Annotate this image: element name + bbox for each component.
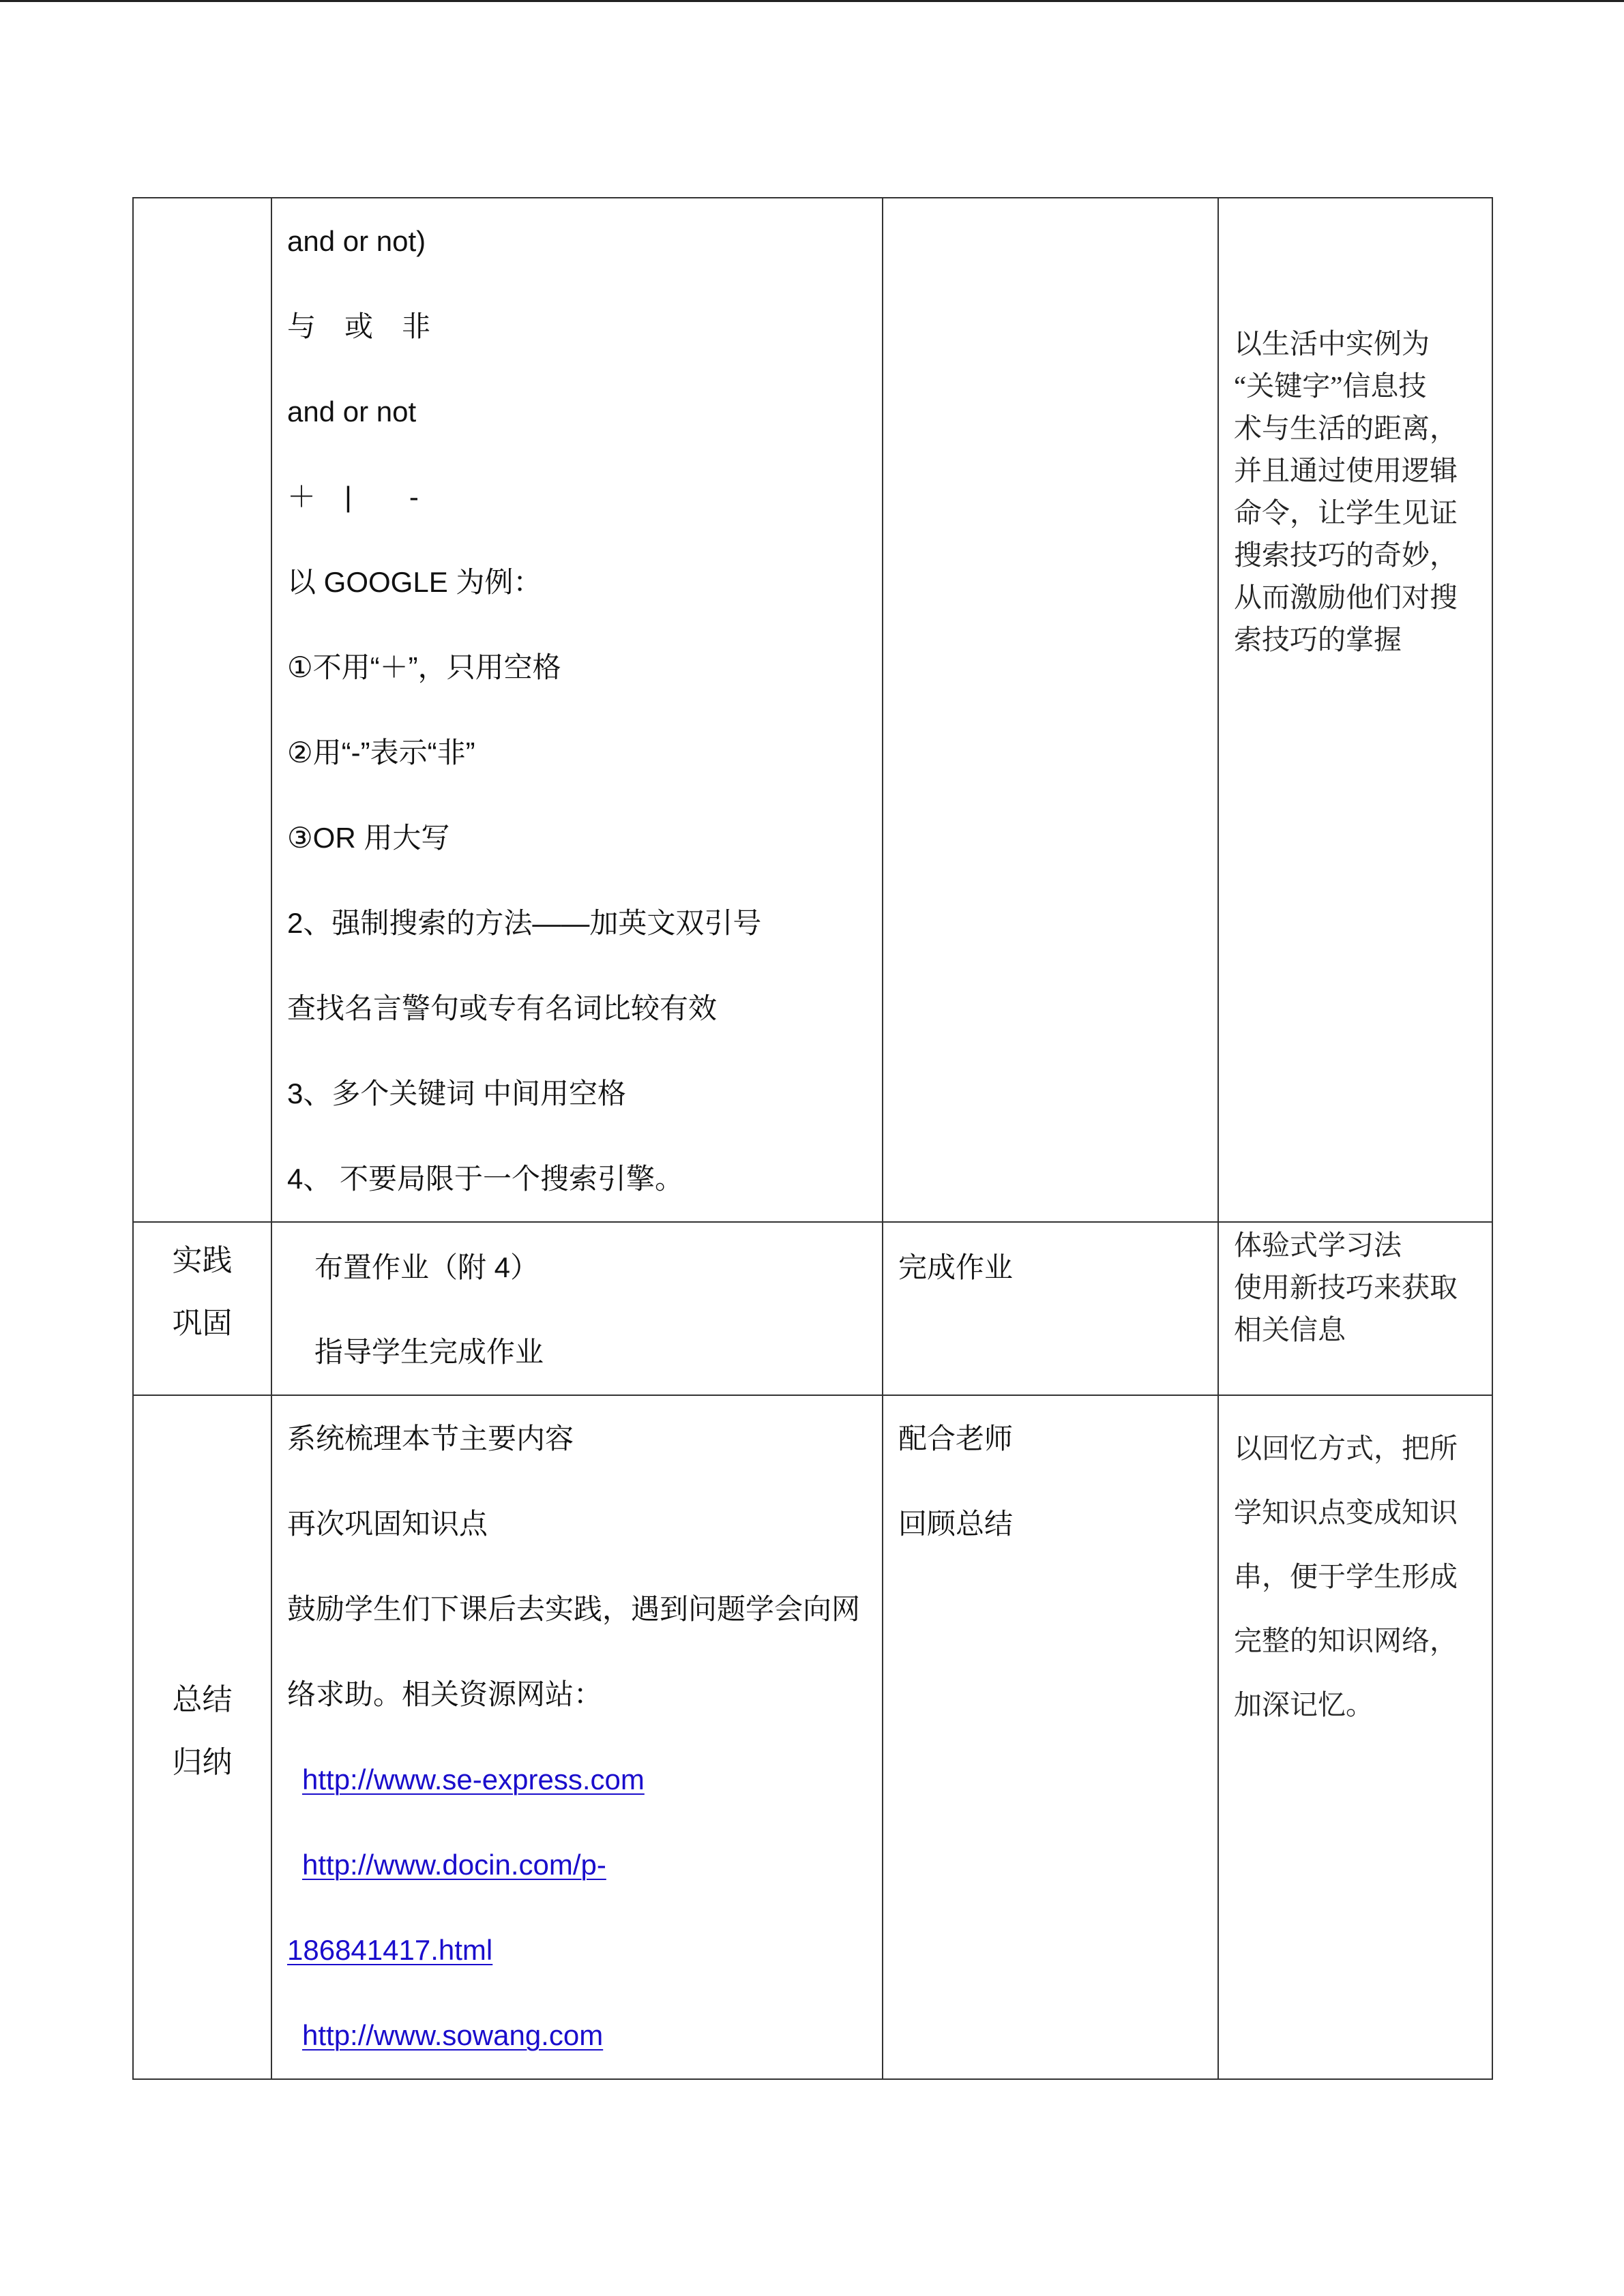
table-row-search-logic <box>133 198 1492 1222</box>
resource-link[interactable]: http://www.se-express.com <box>302 1763 645 1795</box>
content-line: 查找名言警句或专有名词比较有效 <box>287 992 718 1024</box>
content-line-operators: ＋ | - <box>287 481 419 513</box>
stage-label-line: 实践 <box>172 1244 233 1277</box>
student-activity-text: 完成作业 <box>898 1251 1014 1283</box>
content-line: ③OR 用大写 <box>287 822 450 854</box>
page-top-rule <box>0 0 1624 2</box>
teacher-activity-cell <box>271 1395 883 2079</box>
stage-label <box>134 1223 271 1355</box>
content-line: 络求助。相关资源网站： <box>287 1678 603 1710</box>
student-activity-text: 回顾总结 <box>898 1508 1014 1540</box>
content-line: 鼓励学生们下课后去实践，遇到问题学会向网 <box>287 1593 861 1625</box>
content-line: 以 GOOGLE 为例： <box>287 566 542 598</box>
design-intent-cell <box>1218 1222 1492 1395</box>
content-line: 再次巩固知识点 <box>287 1508 488 1540</box>
student-activity-cell <box>883 1395 1218 2079</box>
stage-label <box>134 1396 271 1794</box>
content-line: 与 或 非 <box>287 310 431 342</box>
teacher-activity-cell <box>271 1222 883 1395</box>
stage-label-line: 总结 <box>172 1683 233 1716</box>
teacher-activity-cell <box>271 198 883 1222</box>
design-intent-text: 体验式学习法 使用新技巧来获取 相关信息 <box>1234 1229 1458 1345</box>
content-line: 指导学生完成作业 <box>314 1336 544 1368</box>
content-line: 布置作业（附 4） <box>314 1251 540 1283</box>
table-row-practice <box>133 1222 1492 1395</box>
content-line: ①不用“＋”，只用空格 <box>287 651 561 683</box>
design-intent-cell <box>1218 1395 1492 2079</box>
student-activity-cell <box>883 1222 1218 1395</box>
stage-label-line: 巩固 <box>172 1307 233 1340</box>
content-line: 4、 不要局限于一个搜索引擎。 <box>287 1163 684 1195</box>
student-activity-cell <box>883 198 1218 1222</box>
stage-cell <box>133 1222 271 1395</box>
content-line: and or not <box>287 396 417 428</box>
resource-link-continued[interactable]: 186841417.html <box>287 1934 493 1966</box>
content-line: 3、多个关键词 中间用空格 <box>287 1077 627 1109</box>
resource-link[interactable]: http://www.docin.com/p- <box>302 1849 606 1881</box>
content-line: and or not) <box>287 225 426 257</box>
stage-label-line: 归纳 <box>172 1746 233 1779</box>
design-intent-text: 以生活中实例为 “关键字”信息技 术与生活的距离， 并且通过使用逻辑 命令，让学生见证 搜索技巧的奇妙， 从而激励他们对搜 索技巧的掌握 <box>1234 328 1458 655</box>
stage-cell <box>133 1395 271 2079</box>
content-line: 2、强制搜索的方法——加英文双引号 <box>287 907 762 939</box>
stage-cell <box>133 198 271 1222</box>
design-intent-cell <box>1218 198 1492 1222</box>
resource-link[interactable]: http://www.sowang.com <box>302 2019 604 2051</box>
student-activity-text: 配合老师 <box>898 1422 1014 1455</box>
lesson-plan-table <box>132 197 1493 2080</box>
content-line: 系统梳理本节主要内容 <box>287 1422 574 1455</box>
content-line: ②用“-”表示“非” <box>287 736 475 769</box>
table-row-summary <box>133 1395 1492 2079</box>
design-intent-text: 以回忆方式，把所 学知识点变成知识 串，便于学生形成 完整的知识网络， 加深记忆。 <box>1234 1433 1458 1720</box>
